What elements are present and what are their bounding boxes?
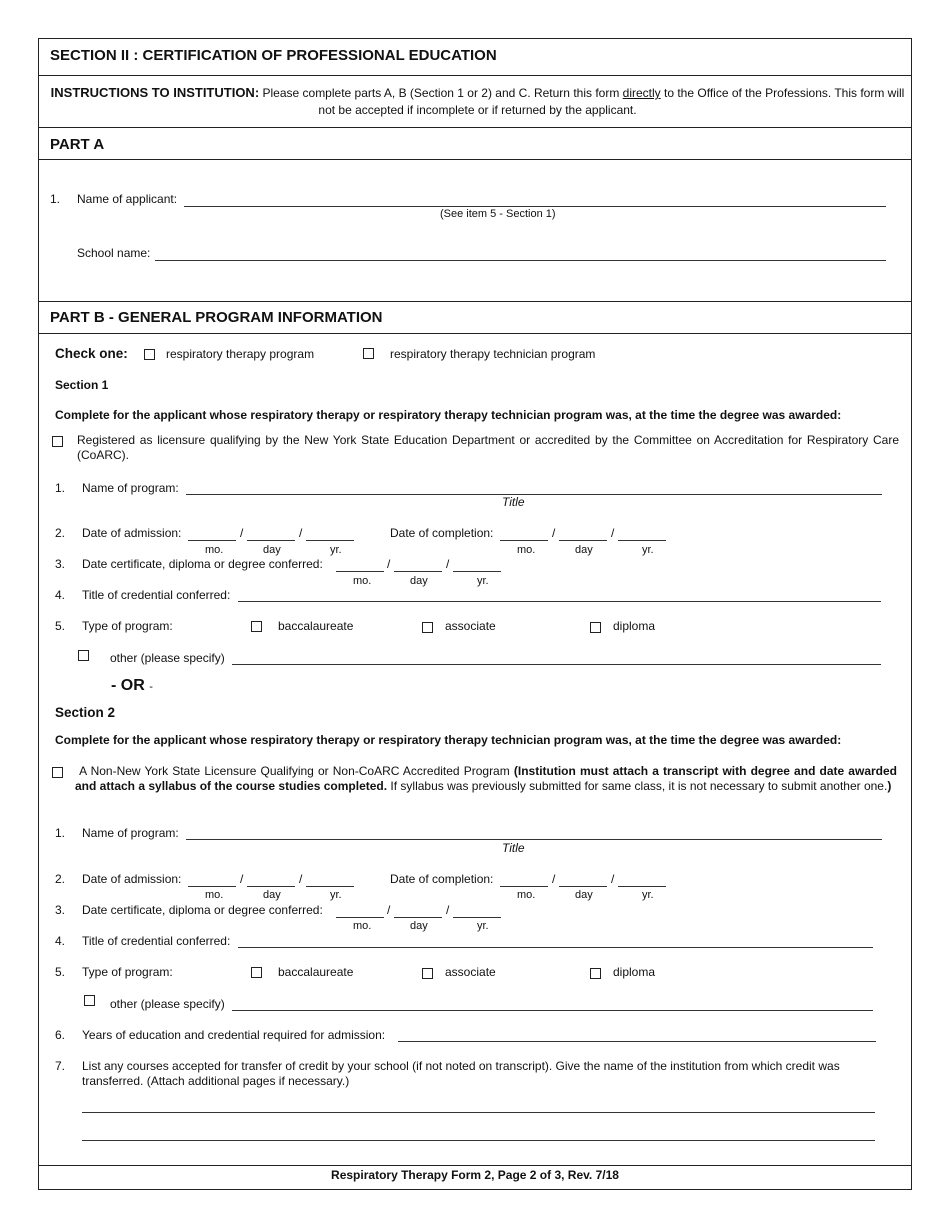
item-number: 7. (55, 1059, 66, 1073)
section2-checkbox-text: A Non-New York State Licensure Qualifying or Non-CoARC Accredited Program (Institution must attach a transcript with degree and date awarded and attach a syllabus of the course studies completed. If syllabus was previously submitted for same class, it is not necessary to submit another one.) (75, 764, 897, 793)
courses-field-line-2[interactable] (82, 1140, 875, 1141)
title-caption: Title (502, 495, 525, 509)
admission-day-field[interactable] (247, 886, 295, 887)
rtt-program-checkbox[interactable] (363, 348, 374, 359)
instructions-text-2: to the Office of the Professions. This form will not be accepted if incomplete or if returned by the applicant. (318, 86, 905, 117)
date-separator: / (299, 872, 303, 886)
conferred-month-field[interactable] (336, 917, 384, 918)
section2-title: Section 2 (55, 705, 116, 720)
completion-day-field[interactable] (559, 540, 607, 541)
year-caption: yr. (477, 575, 489, 587)
conferred-year-field[interactable] (453, 571, 501, 572)
day-caption: day (263, 544, 281, 556)
title-caption: Title (502, 841, 525, 855)
part-a-title: PART A (50, 136, 105, 153)
divider (38, 75, 912, 76)
divider (38, 159, 912, 160)
baccalaureate-label: baccalaureate (278, 619, 354, 633)
day-caption: day (575, 544, 593, 556)
date-separator: / (240, 872, 244, 886)
other-field[interactable] (232, 664, 881, 665)
form-footer: Respiratory Therapy Form 2, Page 2 of 3, Rev. 7/18 (331, 1168, 619, 1182)
associate-checkbox[interactable] (422, 968, 433, 979)
diploma-label: diploma (613, 965, 656, 979)
date-separator: / (611, 872, 615, 886)
program-name-label: Name of program: (82, 481, 179, 495)
divider (38, 1165, 912, 1166)
admission-day-field[interactable] (247, 540, 295, 541)
day-caption: day (410, 920, 428, 932)
month-caption: mo. (353, 920, 372, 932)
diploma-label: diploma (613, 619, 656, 633)
year-caption: yr. (330, 544, 342, 556)
section-title: SECTION II : CERTIFICATION OF PROFESSIONAL EDUCATION (50, 47, 497, 64)
item-number: 3. (55, 557, 66, 571)
rt-program-label: respiratory therapy program (166, 347, 315, 361)
date-separator: / (240, 526, 244, 540)
completion-label: Date of completion: (390, 526, 494, 540)
section1-checkbox-text: Registered as licensure qualifying by the New York State Education Department or accredited by the Committee on Accreditation for Respiratory Care (CoARC). (77, 433, 899, 462)
completion-year-field[interactable] (618, 540, 666, 541)
item-number: 1. (55, 481, 66, 495)
associate-label: associate (445, 619, 496, 633)
admission-label: Date of admission: (82, 872, 182, 886)
courses-field-line-1[interactable] (82, 1112, 875, 1113)
year-caption: yr. (477, 920, 489, 932)
rt-program-checkbox[interactable] (144, 349, 155, 360)
credential-label: Title of credential conferred: (82, 934, 231, 948)
day-caption: day (263, 889, 281, 901)
credential-field[interactable] (238, 601, 881, 602)
admission-year-field[interactable] (306, 540, 354, 541)
diploma-checkbox[interactable] (590, 622, 601, 633)
item-number: 3. (55, 903, 66, 917)
item-number: 4. (55, 934, 66, 948)
section1-instruction: Complete for the applicant whose respiratory therapy or respiratory therapy technician program was, at the time the degree was awarded: (55, 408, 842, 422)
program-name-label: Name of program: (82, 826, 179, 840)
date-separator: / (299, 526, 303, 540)
credential-label: Title of credential conferred: (82, 588, 231, 602)
admission-month-field[interactable] (188, 886, 236, 887)
other-label: other (please specify) (110, 997, 225, 1011)
item-number: 1. (50, 192, 61, 206)
applicant-note: (See item 5 - Section 1) (440, 208, 556, 220)
school-label: School name: (77, 246, 151, 260)
item-number: 6. (55, 1028, 66, 1042)
other-label: other (please specify) (110, 651, 225, 665)
conferred-day-field[interactable] (394, 917, 442, 918)
date-separator: / (552, 526, 556, 540)
divider (38, 127, 912, 128)
baccalaureate-checkbox[interactable] (251, 621, 262, 632)
date-separator: / (446, 903, 450, 917)
item-number: 5. (55, 619, 66, 633)
completion-month-field[interactable] (500, 540, 548, 541)
date-separator: / (552, 872, 556, 886)
month-caption: mo. (353, 575, 372, 587)
applicant-name-field[interactable] (184, 206, 886, 207)
item-number: 5. (55, 965, 66, 979)
item-number: 4. (55, 588, 66, 602)
school-name-field[interactable] (155, 260, 886, 261)
completion-label: Date of completion: (390, 872, 494, 886)
conferred-day-field[interactable] (394, 571, 442, 572)
conferred-label: Date certificate, diploma or degree conferred: (82, 557, 323, 571)
instructions (50, 84, 905, 119)
section1-checkbox[interactable] (52, 436, 63, 447)
part-b-title: PART B - GENERAL PROGRAM INFORMATION (50, 309, 383, 326)
month-caption: mo. (517, 544, 536, 556)
completion-month-field[interactable] (500, 886, 548, 887)
day-caption: day (410, 575, 428, 587)
section2-instruction: Complete for the applicant whose respiratory therapy or respiratory therapy technician program was, at the time the degree was awarded: (55, 733, 842, 747)
admission-month-field[interactable] (188, 540, 236, 541)
applicant-label: Name of applicant: (77, 192, 178, 206)
rtt-program-label: respiratory therapy technician program (390, 347, 596, 361)
item-number: 2. (55, 872, 66, 886)
program-name-field[interactable] (186, 839, 882, 840)
year-caption: yr. (330, 889, 342, 901)
other-checkbox[interactable] (84, 995, 95, 1006)
courses-text: List any courses accepted for transfer of credit by your school (if not noted on transcript). Give the name of the institution from which credit was transferred. (Attach additional pages if necessary.) (82, 1059, 840, 1088)
item-number: 2. (55, 526, 66, 540)
conferred-label: Date certificate, diploma or degree conferred: (82, 903, 323, 917)
diploma-checkbox[interactable] (590, 968, 601, 979)
date-separator: / (387, 903, 391, 917)
associate-checkbox[interactable] (422, 622, 433, 633)
admission-year-field[interactable] (306, 886, 354, 887)
section1-title: Section 1 (55, 378, 109, 392)
date-separator: / (611, 526, 615, 540)
day-caption: day (575, 889, 593, 901)
month-caption: mo. (517, 889, 536, 901)
instructions-underline: directly (622, 86, 661, 100)
or-label: - OR - (111, 677, 153, 694)
completion-year-field[interactable] (618, 886, 666, 887)
divider (38, 301, 912, 302)
divider (38, 333, 912, 334)
years-field[interactable] (398, 1041, 876, 1042)
month-caption: mo. (205, 889, 224, 901)
month-caption: mo. (205, 544, 224, 556)
conferred-year-field[interactable] (453, 917, 501, 918)
type-label: Type of program: (82, 965, 173, 979)
program-name-field[interactable] (186, 494, 882, 495)
year-caption: yr. (642, 889, 654, 901)
item-number: 1. (55, 826, 66, 840)
other-checkbox[interactable] (78, 650, 89, 661)
other-field[interactable] (232, 1010, 873, 1011)
baccalaureate-label: baccalaureate (278, 965, 354, 979)
year-caption: yr. (642, 544, 654, 556)
type-label: Type of program: (82, 619, 173, 633)
credential-field[interactable] (238, 947, 873, 948)
years-label: Years of education and credential required for admission: (82, 1028, 386, 1042)
completion-day-field[interactable] (559, 886, 607, 887)
section2-checkbox[interactable] (52, 767, 63, 778)
instructions-text: Please complete parts A, B (Section 1 or 2) and C. Return this form (259, 86, 623, 100)
instructions-label: INSTRUCTIONS TO INSTITUTION: (50, 85, 260, 100)
admission-label: Date of admission: (82, 526, 182, 540)
associate-label: associate (445, 965, 496, 979)
check-one-label: Check one: (55, 346, 128, 361)
date-separator: / (387, 557, 391, 571)
date-separator: / (446, 557, 450, 571)
baccalaureate-checkbox[interactable] (251, 967, 262, 978)
conferred-month-field[interactable] (336, 571, 384, 572)
